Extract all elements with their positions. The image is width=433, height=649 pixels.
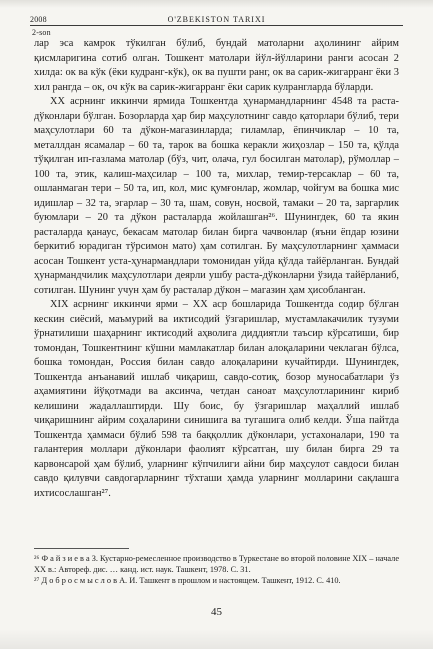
footnote-26: ²⁶ Ф а й з и е в а З. Кустарно-ремесленное производство в Туркестане во второй половине XIX – начале XX в.: Автореф. дис. … канд. ист. наук. Ташкент, 1978. С. 31. [34,554,400,575]
header-journal-title: O'ZBEKISTON TARIXI [167,15,266,24]
footnotes [34,553,399,587]
paragraph-2: XX асрнинг иккинчи ярмида Тошкентда ҳунармандларнинг 4548 та раста-дўконлари бўлган. Бозорларда ҳар бир маҳсулотнинг савдо қаторлари бўлиб, тери маҳсулотлари 60 та дўкон-магазинларда; гиламлар, ёпинчиклар – 10 та, металлдан ясамалар – 60 та, тарок ва бошка керакли жиҳозлар – 150 та, қўлда тўқилган ип-газлама матолар (бўз, чит, олача, гул босилган матолар), рўмоллар – 100 та, этик, калиш-маҳсилар – 100 та, михлар, темир-терсаклар – 60 та, ошланмаган тери – 50 та, ип, кол, мис қумғонлар, жомлар, чойгум ва бошка мис идишлар – 32 та, эгарлар – 30 та, шам, совун, ноcвой, тамаки – 20 та, заргарлик буюмлари – 20 та дўкон расталарда жойлашган²⁶. Шунингдек, 60 та якин расталарда қанаус, бекасам матолар билан бирга чачвонлар (яъни ёпдар юзини беркитиб юрадиган тўрсимон мато) ҳам сотилган. Бу маҳсулотларнинг ҳаммаси асосан Тошкент уста-ҳунармандлари томонидан уйда қўлда тайёрланган. Бундай ҳунармандчилик маҳсулотлари деярли ушбу раста-дўконларни ўзида тайёрланиб, сотилган. Шунинг учун ҳам бу расталар дўкон – магазин ҳам ҳисобланган. [34,96,399,296]
page-number: 45 [211,606,222,618]
scan-shadow [0,629,433,649]
article-body [34,37,399,501]
paragraph-1: лар эса камрок тўкилган бўлиб, бундай матоларни аҳолининг айрим қисмларигина сотиб олган. Тошкент матолари йўл-йўлларини ранги асосан 2 хилда: ок ва кўк (ёки кудранг-кўк), ок ва пушти ранг, ок ва сарик-жигарранг ёки 3 хил рангда – ок, оч кўк ва сарик-жигарранг ёки сарик кулрангларда бўларди. [34,38,399,93]
footnote-27: ²⁷ Д о б р о с м ы с л о в А. И. Ташкент в прошлом и настоящем. Ташкент, 1912. С. 410. [34,576,341,586]
header-rule [30,25,403,26]
paragraph-3: XIX асрнинг иккинчи ярми – XX аср бошларида Тошкентда содир бўлган кескин сиёсий, маъмурий ва иктисодий ўзгаришлар, мустамлакачилик тузуми ўрнатилиши шаҳарнинг иктисодий аҳволига диддиятли таъсир кўрсатиши, бир томондан, Тошкентнинг кўшни мамлакатлар билан алоқаларини чеклаган бўлса, бошка томондан, Россия билан савдо алоқаларини кучайтирди. Шунингдек, Тошкентда анъанавий ишлаб чиқариш, савдо-сотиқ, бозор муносабатлари ўз аҳамиятини йўқотмади ва аксинча, четдан саноат маҳсулотларининг кириб келишини жадаллаштирди. Шу боис, бу ўзгаришлар маҳаллий ишлаб чиқаришнинг айрим соҳаларини синишига ва тугашига олиб келди. Ўша пайтда Тошкентда ҳаммаси бўлиб 598 та баққоллик дўконлари, устахоналари, 190 та галантерия моллари дўконлари фаолият кўрсатган, шу билан бирга 29 та карвонсарой ҳам бўлиб, уларнинг кўпчилиги айни бир маҳсулот савдоси билан савдо қилувчи савдогарларнинг тўхташи ҳамда уларнинг молларини сақлашга ихтисослашган²⁷. [34,299,399,499]
running-header [30,12,403,37]
footnote-rule [34,548,129,549]
header-issue: 2-son [32,28,51,37]
header-year: 2008 [30,15,47,24]
page-top-edge [0,0,433,8]
